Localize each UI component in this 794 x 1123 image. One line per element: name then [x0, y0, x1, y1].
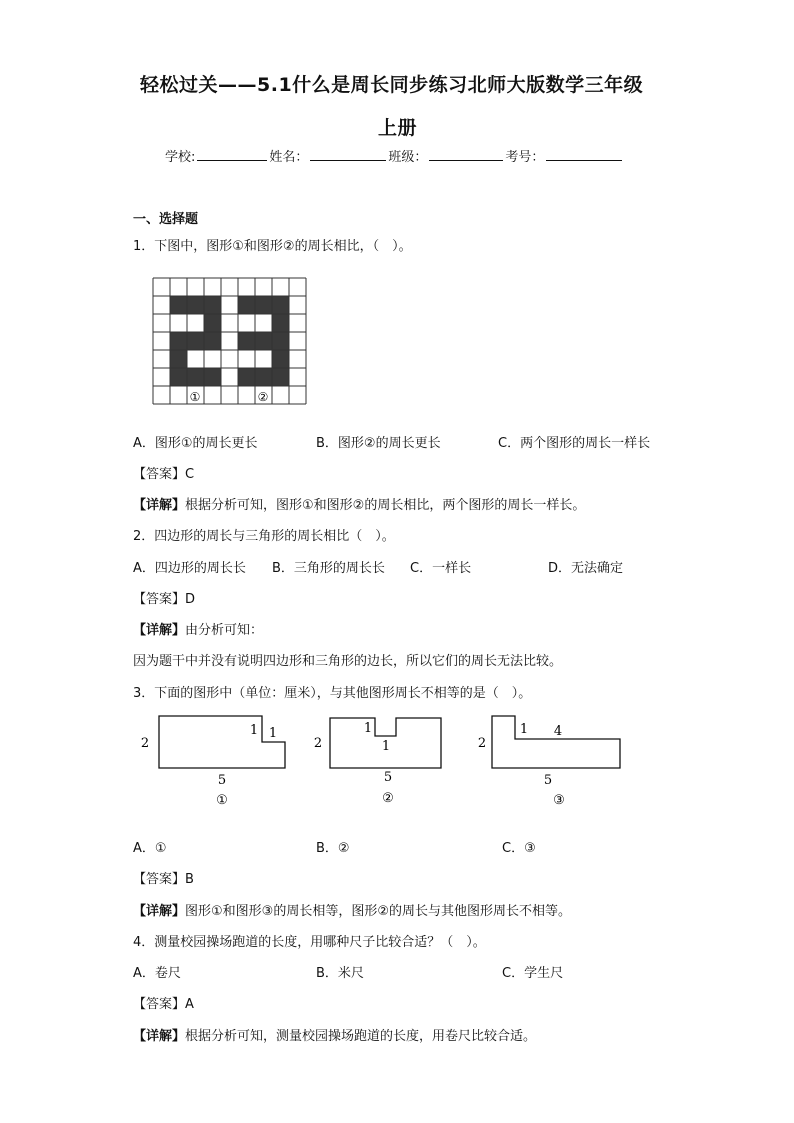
- q3-fig3-step-top-label: 4: [553, 724, 563, 739]
- q4-option-b[interactable]: B．米尺: [316, 966, 364, 981]
- exam-number-blank[interactable]: [546, 148, 622, 161]
- q3-fig2-left-label: 2: [313, 736, 323, 751]
- grid-shaded-cell: [272, 350, 289, 368]
- q3-fig1-inner-top-label: 1: [249, 723, 259, 738]
- q4-stem: 4．测量校园操场跑道的长度，用哪种尺子比较合适？（ ）。: [133, 935, 486, 950]
- q3-fig2-bottom-label: 5: [383, 770, 393, 785]
- q3-detail-tag: 【详解】: [133, 904, 186, 919]
- school-blank[interactable]: [197, 148, 267, 161]
- q4-answer: 【答案】A: [133, 997, 194, 1012]
- q1-stem: 1．下图中，图形①和图形②的周长相比，（ ）。: [133, 239, 412, 254]
- q3-fig1-left-label: 2: [140, 736, 150, 751]
- q2-option-d[interactable]: D．无法确定: [548, 561, 624, 576]
- q3-fig2-name: ②: [382, 791, 394, 806]
- grid-shaded-cell: [187, 368, 204, 386]
- q1-option-b[interactable]: B．图形②的周长更长: [316, 436, 441, 451]
- q1-figure-label-1: ①: [189, 390, 201, 404]
- grid-shaded-cell: [272, 296, 289, 314]
- q2-option-b[interactable]: B．三角形的周长长: [272, 561, 385, 576]
- q1-option-a[interactable]: A．图形①的周长更长: [133, 436, 258, 451]
- grid-shaded-cell: [204, 314, 221, 332]
- school-label: 学校:: [165, 150, 196, 165]
- name-label: 姓名：: [269, 150, 309, 165]
- grid-shaded-cell: [255, 332, 272, 350]
- q4-detail: [133, 1025, 536, 1044]
- page-title-line2: 上册: [378, 117, 418, 139]
- q2-detail-tag: 【详解】: [133, 623, 186, 638]
- q1-detail: [133, 494, 585, 513]
- q1-answer: 【答案】C: [133, 467, 195, 482]
- q3-option-b[interactable]: B．②: [316, 841, 350, 856]
- q3-fig1-inner-side-label: 1: [268, 726, 278, 741]
- q4-option-a[interactable]: A．卷尺: [133, 966, 181, 981]
- q3-figure-2: [308, 712, 468, 808]
- q3-option-a[interactable]: A．①: [133, 841, 167, 856]
- q3-fig1-name: ①: [216, 793, 228, 808]
- grid-shaded-cell: [187, 332, 204, 350]
- grid-shaded-cell: [255, 368, 272, 386]
- q3-stem: 3．下面的图形中（单位：厘米），与其他图形周长不相等的是（ ）。: [133, 686, 532, 701]
- q2-option-c[interactable]: C．一样长: [410, 561, 472, 576]
- page-title-line1: 轻松过关——5.1什么是周长同步练习北师大版数学三年级: [140, 74, 644, 96]
- grid-shaded-cell: [255, 296, 272, 314]
- q3-fig3-left-label: 2: [477, 736, 487, 751]
- grid-shaded-cell: [170, 350, 187, 368]
- q1-detail-tag: 【详解】: [133, 498, 186, 513]
- exam-number-label: 考号：: [505, 150, 545, 165]
- q3-detail-text: 图形①和图形③的周长相等，图形②的周长与其他图形周长不相等。: [185, 904, 571, 919]
- q2-stem: 2．四边形的周长与三角形的周长相比（ ）。: [133, 529, 395, 544]
- class-blank[interactable]: [429, 148, 503, 161]
- grid-shaded-cell: [204, 368, 221, 386]
- grid-shaded-cell: [238, 332, 255, 350]
- q4-detail-text: 根据分析可知，测量校园操场跑道的长度，用卷尺比较合适。: [185, 1029, 537, 1044]
- q4-detail-tag: 【详解】: [133, 1029, 186, 1044]
- q3-answer: 【答案】B: [133, 872, 194, 887]
- q1-option-c[interactable]: C．两个图形的周长一样长: [498, 436, 651, 451]
- name-blank[interactable]: [310, 148, 386, 161]
- q3-fig3-step-side-label: 1: [519, 722, 529, 737]
- q1-figure-label-2: ②: [257, 390, 269, 404]
- grid-shaded-cell: [272, 332, 289, 350]
- q3-detail: [133, 900, 571, 919]
- grid-shaded-cell: [204, 332, 221, 350]
- q3-fig3-bottom-label: 5: [543, 773, 553, 788]
- q2-option-a[interactable]: A．四边形的周长长: [133, 561, 246, 576]
- class-label: 班级：: [388, 150, 428, 165]
- q3-fig2-notch-bottom-label: 1: [381, 739, 391, 754]
- student-info-row: [165, 146, 622, 165]
- grid-shaded-cell: [272, 368, 289, 386]
- q3-fig3-name: ③: [553, 793, 565, 808]
- section-title: 一、选择题: [133, 212, 199, 227]
- q3-figure-3: [470, 712, 630, 808]
- q4-option-c[interactable]: C．学生尺: [502, 966, 564, 981]
- q3-fig2-notch-side-label: 1: [363, 721, 373, 736]
- q3-figure-1: [135, 712, 295, 808]
- grid-shaded-cell: [204, 296, 221, 314]
- q3-fig1-bottom-label: 5: [217, 773, 227, 788]
- q2-detail: [133, 619, 263, 638]
- grid-shaded-cell: [187, 296, 204, 314]
- q3-option-c[interactable]: C．③: [502, 841, 536, 856]
- grid-shaded-cell: [170, 332, 187, 350]
- grid-shaded-cell: [238, 296, 255, 314]
- grid-shaded-cell: [170, 368, 187, 386]
- grid-shaded-cell: [272, 314, 289, 332]
- grid-shaded-cell: [170, 296, 187, 314]
- q2-detail-text: 由分析可知：: [185, 623, 264, 638]
- q1-grid-figure: [152, 277, 307, 409]
- q2-detail-line2: 因为题干中并没有说明四边形和三角形的边长，所以它们的周长无法比较。: [133, 654, 563, 669]
- q1-detail-text: 根据分析可知，图形①和图形②的周长相比，两个图形的周长一样长。: [185, 498, 586, 513]
- grid-shaded-cell: [238, 368, 255, 386]
- q2-answer: 【答案】D: [133, 592, 196, 607]
